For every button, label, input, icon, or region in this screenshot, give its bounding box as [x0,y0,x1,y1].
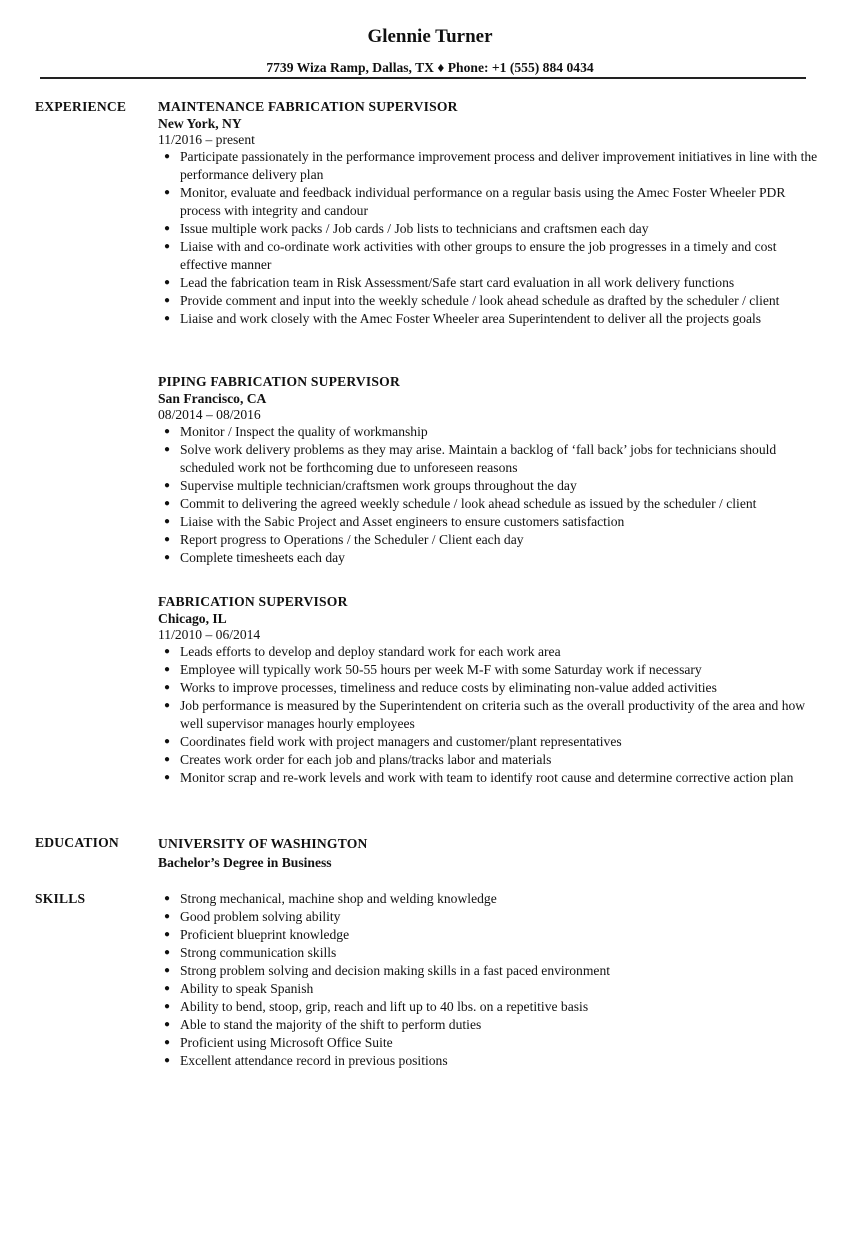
degree: Bachelor’s Degree in Business [158,855,332,870]
candidate-name: Glennie Turner [367,26,493,47]
list-item [158,220,818,238]
list-item [158,495,818,513]
bullet-text: Issue multiple work packs / Job cards / Job lists to technicians and craftsmen each day [180,221,649,236]
bullet-text: Lead the fabrication team in Risk Assessment/Safe start card evaluation in all work delivery functions [180,275,735,290]
list-item [158,148,818,184]
bullet-text: Creates work order for each job and plans/tracks labor and materials [180,752,552,767]
bullet-text: Supervise multiple technician/craftsmen work groups throughout the day [180,478,577,493]
skills-list [158,890,818,1070]
list-item [158,733,818,751]
job-dates: 08/2014 – 08/2016 [158,407,261,422]
skill-bullets [158,890,818,1070]
skill-text: Proficient using Microsoft Office Suite [180,1035,393,1050]
bullet-icon: ● [164,965,171,976]
bullet-icon: ● [164,1037,171,1048]
skill-text: Good problem solving ability [180,909,341,924]
bullet-text: Monitor scrap and re-work levels and work with team to identify root cause and determine corrective action plan [180,770,794,785]
bullet-icon: ● [164,700,171,711]
bullet-text: Liaise with the Sabic Project and Asset engineers to ensure customers satisfaction [180,514,625,529]
skill-text: Ability to bend, stoop, grip, reach and lift up to 40 lbs. on a repetitive basis [180,999,589,1014]
job-entry [158,593,818,787]
bullet-icon: ● [164,480,171,491]
bullet-text: Solve work delivery problems as they may arise. Maintain a backlog of ‘fall back’ jobs for technicians should scheduled work not be forthcoming due to unforeseen reasons [180,442,777,475]
bullet-icon: ● [164,552,171,563]
bullet-icon: ● [164,682,171,693]
bullet-icon: ● [164,983,171,994]
bullet-text: Works to improve processes, timeliness and reduce costs by eliminating non-value added activities [180,680,717,695]
bullet-icon: ● [164,664,171,675]
skill-text: Proficient blueprint knowledge [180,927,350,942]
list-item [158,751,818,769]
list-item [158,441,818,477]
list-item [158,549,818,567]
bullet-icon: ● [164,187,171,198]
list-item [158,769,818,787]
list-item [158,998,818,1016]
list-item [158,292,818,310]
bullet-icon: ● [164,1019,171,1030]
experience-heading: EXPERIENCE [35,99,127,114]
bullet-text: Participate passionately in the performance improvement process and deliver improvement initiatives in line with the performance delivery plan [180,149,818,182]
bullet-icon: ● [164,426,171,437]
list-item [158,184,818,220]
job-title: MAINTENANCE FABRICATION SUPERVISOR [158,99,458,114]
bullet-icon: ● [164,911,171,922]
bullet-icon: ● [164,444,171,455]
bullet-icon: ● [164,223,171,234]
bullet-text: Provide comment and input into the weekly schedule / look ahead schedule as drafted by the scheduler / client [180,293,780,308]
bullet-text: Leads efforts to develop and deploy standard work for each work area [180,644,561,659]
list-item [158,513,818,531]
school-name: UNIVERSITY OF WASHINGTON [158,836,368,851]
bullet-icon: ● [164,893,171,904]
bullet-icon: ● [164,295,171,306]
job-bullets [158,148,818,328]
bullet-icon: ● [164,772,171,783]
bullet-icon: ● [164,534,171,545]
skill-text: Strong problem solving and decision making skills in a fast paced environment [180,963,611,978]
bullet-icon: ● [164,754,171,765]
header-divider [40,77,806,79]
job-dates: 11/2010 – 06/2014 [158,627,261,642]
list-item [158,643,818,661]
list-item [158,908,818,926]
list-item [158,926,818,944]
list-item [158,661,818,679]
list-item [158,1034,818,1052]
skill-text: Excellent attendance record in previous positions [180,1053,448,1068]
bullet-text: Monitor / Inspect the quality of workmanship [180,424,428,439]
bullet-text: Monitor, evaluate and feedback individual performance on a regular basis using the Amec Foster Wheeler PDR process with integrity and candour [180,185,786,218]
list-item [158,274,818,292]
list-item [158,890,818,908]
job-entry [158,373,818,567]
list-item [158,310,818,328]
bullet-icon: ● [164,277,171,288]
job-location: Chicago, IL [158,611,227,626]
list-item [158,1052,818,1070]
job-title: PIPING FABRICATION SUPERVISOR [158,374,400,389]
bullet-icon: ● [164,646,171,657]
bullet-icon: ● [164,313,171,324]
list-item [158,238,818,274]
bullet-icon: ● [164,498,171,509]
bullet-text: Complete timesheets each day [180,550,345,565]
list-item [158,679,818,697]
job-title: FABRICATION SUPERVISOR [158,594,348,609]
bullet-text: Job performance is measured by the Superintendent on criteria such as the overall productivity of the area and how well supervisor manages hourly employees [180,698,806,731]
bullet-icon: ● [164,516,171,527]
list-item [158,1016,818,1034]
education-entry [158,835,818,872]
bullet-text: Commit to delivering the agreed weekly schedule / look ahead schedule as issued by the scheduler / client [180,496,757,511]
list-item [158,980,818,998]
bullet-text: Employee will typically work 50-55 hours per week M-F with some Saturday work if necessary [180,662,702,677]
bullet-icon: ● [164,947,171,958]
list-item [158,531,818,549]
job-entry [158,98,818,328]
education-heading: EDUCATION [35,835,119,850]
bullet-text: Liaise with and co-ordinate work activities with other groups to ensure the job progresses in a timely and cost effective manner [180,239,777,272]
list-item [158,423,818,441]
list-item [158,697,818,733]
bullet-icon: ● [164,1055,171,1066]
list-item [158,962,818,980]
job-bullets [158,643,818,787]
job-bullets [158,423,818,567]
job-location: New York, NY [158,116,242,131]
skill-text: Able to stand the majority of the shift to perform duties [180,1017,482,1032]
bullet-icon: ● [164,736,171,747]
bullet-icon: ● [164,929,171,940]
skill-text: Ability to speak Spanish [180,981,314,996]
job-location: San Francisco, CA [158,391,267,406]
bullet-text: Liaise and work closely with the Amec Foster Wheeler area Superintendent to deliver all the projects goals [180,311,762,326]
job-dates: 11/2016 – present [158,132,255,147]
bullet-icon: ● [164,151,171,162]
skills-heading: SKILLS [35,891,86,906]
contact-line: 7739 Wiza Ramp, Dallas, TX ♦ Phone: +1 (555) 884 0434 [266,60,594,75]
list-item [158,477,818,495]
bullet-text: Coordinates field work with project managers and customer/plant representatives [180,734,622,749]
bullet-text: Report progress to Operations / the Scheduler / Client each day [180,532,524,547]
bullet-icon: ● [164,241,171,252]
bullet-icon: ● [164,1001,171,1012]
skill-text: Strong mechanical, machine shop and welding knowledge [180,891,497,906]
skill-text: Strong communication skills [180,945,337,960]
list-item [158,944,818,962]
